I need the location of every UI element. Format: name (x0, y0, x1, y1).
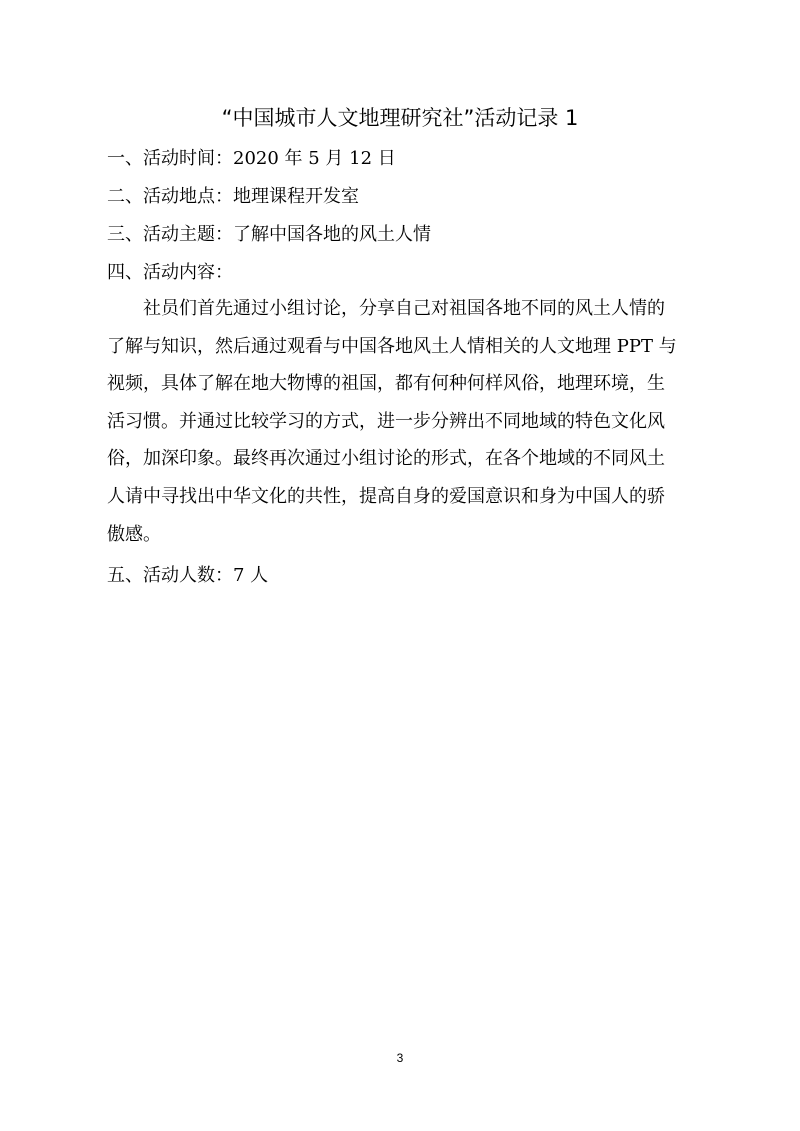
content-line: 了解与知识，然后通过观看与中国各地风土人情相关的人文地理 PPT 与 (107, 335, 677, 357)
page-number: 3 (396, 1051, 404, 1065)
activity-time-label: 一、活动时间： (107, 148, 233, 169)
activity-location-field (107, 184, 359, 210)
participant-count-field (107, 563, 268, 589)
activity-location-value: 地理课程开发室 (233, 186, 359, 207)
activity-theme-label: 三、活动主题： (107, 224, 233, 245)
activity-location-label: 二、活动地点： (107, 186, 233, 207)
content-line: 俗，加深印象。最终再次通过小组讨论的形式，在各个地域的不同风土 (107, 448, 665, 470)
content-line: 人请中寻找出中华文化的共性，提高自身的爱国意识和身为中国人的骄 (107, 485, 665, 507)
activity-time-field (107, 146, 396, 172)
activity-content-label: 四、活动内容： (107, 262, 233, 283)
participant-count-label: 五、活动人数： (107, 565, 233, 586)
document-title: “中国城市人文地理研究社”活动记录 1 (221, 106, 579, 130)
activity-theme-field (107, 222, 431, 248)
content-line: 视频，具体了解在地大物博的祖国，都有何种何样风俗，地理环境，生 (107, 373, 665, 395)
activity-time-value: 2020 年 5 月 12 日 (233, 148, 396, 169)
participant-count-value: 7 人 (233, 565, 269, 586)
activity-content-field (107, 260, 233, 286)
content-line: 傲感。 (107, 523, 161, 545)
activity-theme-value: 了解中国各地的风土人情 (233, 224, 431, 245)
content-line: 活习惯。并通过比较学习的方式，进一步分辨出不同地域的特色文化风 (107, 410, 665, 432)
content-line: 社员们首先通过小组讨论，分享自己对祖国各地不同的风土人情的 (143, 298, 665, 319)
activity-content-paragraph (107, 290, 697, 553)
